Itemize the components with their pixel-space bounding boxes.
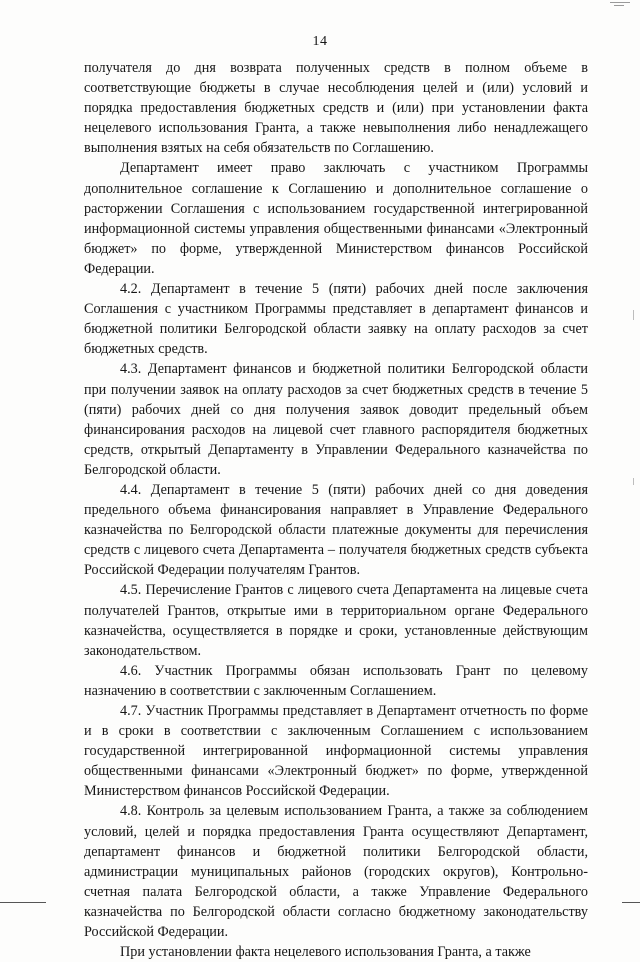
scan-corner-mark	[610, 2, 630, 3]
paragraph-4-7: 4.7. Участник Программы представляет в Департамент отчетность по форме и в сроки в соответствии с заключенным Соглашением с использованием государственной интегрированной информационной системы управления общественными финансами «Электронный бюджет» по форме, утвержденной Министерством финансов Российской Федерации.	[84, 703, 588, 800]
document-body	[84, 58, 588, 962]
paragraph-continuation: получателя до дня возврата полученных средств в полном объеме в соответствующие бюджеты в случае несоблюдения целей и (или) условий и порядка предоставления бюджетных средств и (или) при установлении факта нецелевого использования Гранта, а также невыполнения либо ненадлежащего выполнения взятых на себя обязательств по Соглашению.	[84, 60, 588, 157]
scan-corner-mark	[614, 5, 624, 6]
paragraph-4-8: 4.8. Контроль за целевым использованием Гранта, а также за соблюдением условий, целей и порядка предоставления Гранта осуществляют Департамент, департамент финансов и бюджетной политики Белгородской области, администрации муниципальных районов (городских округов), Контрольно-счетная палата Белгородской области, а также Управление Федерального казначейства по Белгородской области согласно бюджетному законодательству Российской Федерации.	[84, 803, 588, 941]
paragraph-additional-agreement: Департамент имеет право заключать с участником Программы дополнительное соглашение к Соглашению и дополнительное соглашение о расторжении Соглашения с использованием государственной интегрированной информационной системы управления общественными финансами «Электронный бюджет» по форме, утвержденной Министерством финансов Российской Федерации.	[84, 160, 588, 277]
paragraph-misuse-start: При установлении факта нецелевого использования Гранта, а также	[120, 944, 531, 961]
paragraph-4-4: 4.4. Департамент в течение 5 (пяти) рабочих дней со дня доведения предельного объема финансирования направляет в Управление Федерального казначейства по Белгородской области платежные документы для перечисления средств с лицевого счета Департамента – получателя бюджетных средств субъекта Российской Федерации получателям Грантов.	[84, 481, 588, 579]
paragraph-4-2: 4.2. Департамент в течение 5 (пяти) рабочих дней после заключения Соглашения с участником Программы представляет в департамент финансов и бюджетной политики Белгородской области заявку на оплату расходов за счет бюджетных средств.	[84, 281, 588, 358]
paragraph-4-5: 4.5. Перечисление Грантов с лицевого счета Департамента на лицевые счета получателей Грантов, открытые ими в территориальном органе Федерального казначейства, осуществляется в порядке и сроки, установленные действующим законодательством.	[84, 582, 588, 659]
page-number: 14	[312, 34, 328, 49]
scan-bottom-edge	[0, 902, 46, 903]
scan-margin-mark	[633, 310, 634, 320]
scan-bottom-edge	[622, 902, 640, 903]
paragraph-4-3: 4.3. Департамент финансов и бюджетной политики Белгородской области при получении заявок на оплату расходов за счет бюджетных средств в течение 5 (пяти) рабочих дней со дня получения заявок доводит предельный объем финансирования расходов на лицевой счет главного распорядителя бюджетных средств, открытый Департаменту в Управлении Федерального казначейства по Белгородской области.	[84, 361, 588, 478]
paragraph-4-6: 4.6. Участник Программы обязан использовать Грант по целевому назначению в соответствии с заключенным Соглашением.	[84, 662, 588, 699]
scan-margin-mark	[633, 478, 634, 485]
